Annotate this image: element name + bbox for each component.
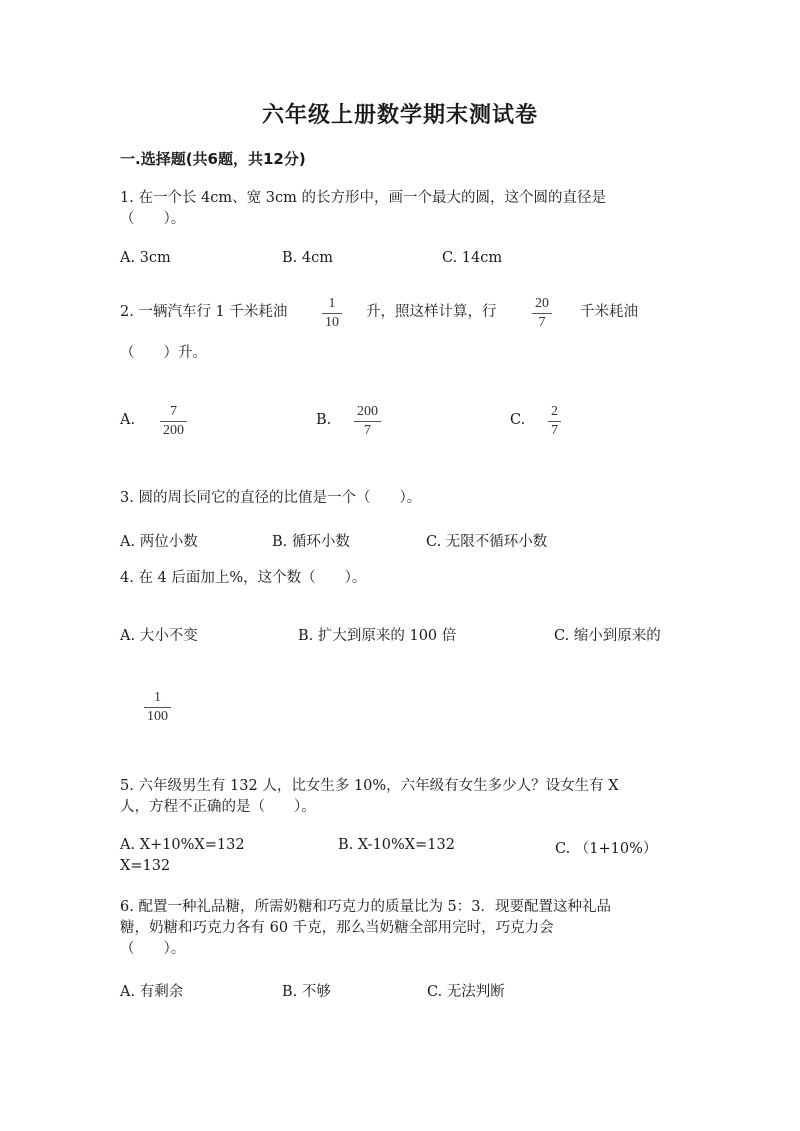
question-5-option-c-cont: X=132 <box>120 858 171 874</box>
question-1-text: 1. 在一个长 4cm、宽 3cm 的长方形中，画一个最大的圆，这个圆的直径是 <box>120 190 606 206</box>
fraction-bar <box>144 707 171 708</box>
fraction-bar <box>322 313 342 314</box>
question-6-option-a: A. 有剩余 <box>120 984 184 1000</box>
fraction-bar <box>532 313 552 314</box>
question-5-text-cont: 人，方程不正确的是（ ）。 <box>120 799 316 815</box>
question-1-option-c: C. 14cm <box>442 250 503 266</box>
question-2-fraction-2 <box>532 296 552 331</box>
question-2-option-a-fraction <box>160 404 187 439</box>
question-2-fraction-1 <box>322 296 342 331</box>
question-1-text-cont: （ ）。 <box>120 211 186 227</box>
question-2-option-c-label: C. <box>510 412 526 428</box>
question-3-option-c: C. 无限不循环小数 <box>426 534 548 550</box>
question-6-option-b: B. 不够 <box>282 984 331 1000</box>
fraction-bar <box>354 421 381 422</box>
question-4-option-b: B. 扩大到原来的 100 倍 <box>298 628 457 644</box>
section-heading: 一.选择题(共6题，共12分) <box>120 150 306 168</box>
question-2-text-mid: 升，照这样计算，行 <box>366 304 497 320</box>
question-3-option-a: A. 两位小数 <box>120 534 198 550</box>
fraction-denominator: 7 <box>551 423 558 438</box>
fraction-numerator: 200 <box>357 404 378 419</box>
question-1-option-b: B. 4cm <box>282 250 333 266</box>
question-2-option-b-label: B. <box>316 412 332 428</box>
question-5-option-b: B. X-10%X=132 <box>338 837 455 853</box>
question-2-option-b-fraction <box>354 404 381 439</box>
question-2-text-end: 千米耗油 <box>580 304 638 320</box>
fraction-numerator: 2 <box>551 404 558 419</box>
question-2-option-c-fraction <box>548 404 561 439</box>
fraction-denominator: 7 <box>364 423 371 438</box>
fraction-numerator: 20 <box>535 296 549 311</box>
question-5-text: 5. 六年级男生有 132 人，比女生多 10%，六年级有女生多少人？设女生有 X <box>120 778 619 794</box>
fraction-bar <box>160 421 187 422</box>
question-4-option-c: C. 缩小到原来的 <box>554 628 661 644</box>
question-6-text-cont-1: 糖，奶糖和巧克力各有 60 千克，那么当奶糖全部用完时，巧克力会 <box>120 920 554 936</box>
fraction-numerator: 1 <box>328 296 336 311</box>
fraction-numerator: 7 <box>170 404 177 419</box>
question-2-option-a-label: A. <box>120 412 136 428</box>
question-6-text-cont-2: （ ）。 <box>120 941 186 957</box>
question-1-option-a: A. 3cm <box>120 250 171 266</box>
fraction-bar <box>548 421 561 422</box>
question-6-option-c: C. 无法判断 <box>427 984 505 1000</box>
fraction-denominator: 100 <box>147 709 168 724</box>
question-5-option-c: C. （1+10%） <box>555 841 658 857</box>
fraction-denominator: 200 <box>163 423 184 438</box>
question-4-option-c-fraction <box>144 690 171 725</box>
fraction-denominator: 10 <box>325 315 339 330</box>
fraction-numerator: 1 <box>154 690 161 705</box>
question-2-text: 2. 一辆汽车行 1 千米耗油 <box>120 304 288 320</box>
question-4-option-a: A. 大小不变 <box>120 628 198 644</box>
question-3-option-b: B. 循环小数 <box>272 534 350 550</box>
question-6-text: 6. 配置一种礼品糖，所需奶糖和巧克力的质量比为 5：3．现要配置这种礼品 <box>120 899 612 915</box>
question-5-option-a: A. X+10%X=132 <box>120 837 245 853</box>
page-title: 六年级上册数学期末测试卷 <box>261 102 538 128</box>
question-4-text: 4. 在 4 后面加上%，这个数（ ）。 <box>120 570 367 586</box>
question-2-text-cont: （ ）升。 <box>120 345 207 361</box>
fraction-denominator: 7 <box>538 315 546 330</box>
question-3-text: 3. 圆的周长同它的直径的比值是一个（ ）。 <box>120 490 422 506</box>
